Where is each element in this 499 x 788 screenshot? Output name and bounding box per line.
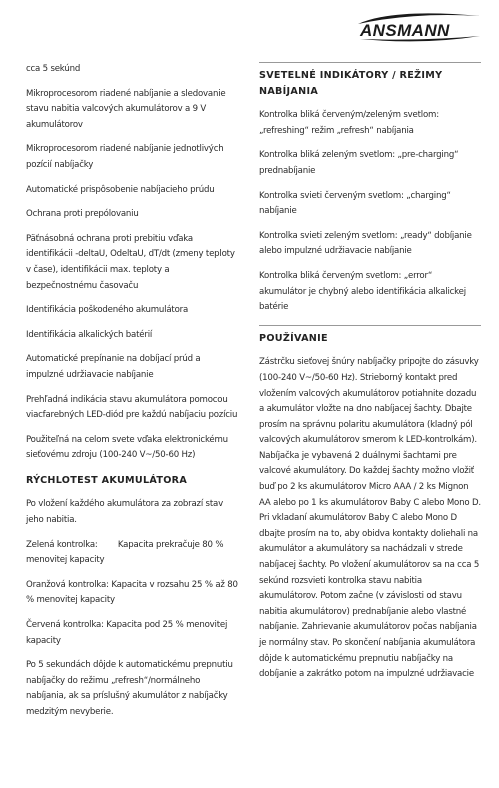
feature-item: cca 5 sekúnd: [26, 64, 81, 74]
feature-item: Prehľadná indikácia stavu akumulátora pomocou viacfarebných LED-diód pre každú nabíjaciu pozíciu: [26, 394, 238, 421]
usage-heading: POUŽÍVANIE: [259, 332, 328, 344]
logo-text: ANSMANN: [360, 21, 450, 40]
ansmann-logo: [354, 10, 484, 44]
quicktest-paragraph: Po vložení každého akumulátora za zobrazí stav jeho nabitia.: [26, 499, 223, 526]
feature-item: Identifikácia alkalických batérií: [26, 329, 153, 340]
feature-item: Automatické prispôsobenie nabíjacieho prúdu: [26, 184, 215, 195]
indicator-item: Kontrolka bliká zeleným svetlom: „pre-charging“ prednabíjanie: [259, 150, 459, 176]
feature-item: Päťnásobná ochrana proti prebitiu vďaka identifikácii -deltaU, OdeltaU, dT/dt (zmeny teploty v čase), identifikácii max. teploty a bezpečnostnému časovaču: [26, 233, 235, 291]
indicator-item: Kontrolka svieti zeleným svetlom: „ready“ dobíjanie alebo impulzné udržiavacie nabíjanie: [259, 230, 472, 257]
feature-item: Automatické prepínanie na dobíjací prúd a impulzné udržiavacie nabíjanie: [26, 354, 201, 380]
indicator-item: Kontrolka bliká červeným svetlom: „error“ akumulátor je chybný alebo identifikácia alkalickej batérie: [259, 270, 466, 313]
feature-item: Mikroprocesorom riadené nabíjanie jednotlivých pozícií nabíjačky: [26, 144, 224, 170]
feature-item: Použiteľná na celom svete vďaka elektronickému sieťovému zdroju (100-240 V~/50-60 Hz): [26, 434, 228, 461]
right-column: [259, 62, 481, 692]
usage-text: Zástrčku sieťovej šnúry nabíjačky pripojte do zásuvky (100-240 V~/50-60 Hz). Strieborný kontakt pred vložením valcových akumulátorov potiahnite dozadu a akumulátor vložte na dno nabíjacej šachty. Dbajte prosím na správnu polaritu akumulátora (kladný pól valcových akumulátorov smerom k LED-kontrolkám). Nabíjačka je vybavená 2 duálnymi šachtami pre valcové akumulátory. Do každej šachty možno vložiť buď po 2 ks akumulátorov Micro AAA / 2 ks Mignon AA alebo po 1 ks akumulátorov Baby C alebo Mono D. Pri vkladaní akumulátorov Baby C alebo Mono D dbajte prosím na to, aby obidva kontakty doliehali na akumulátor a akumulátory sa nachádzali v strede nabíjacej šachty. Po vložení akumulátorov sa na cca 5 sekúnd rozsvieti kontrolka stavu nabitia akumulátorov. Potom začne (v závislosti od stavu nabitia akumulátorov) prednabíjanie alebo vlastné nabíjanie. Zahrievanie akumulátorov počas nabíjania je normálny stav. Po skončení nabíjania akumulátora dôjde k automatickému prepnutiu nabíjačky na dobíjanie a zakrátko potom na impulzné udržiavacie: [259, 357, 481, 680]
left-column: [26, 62, 238, 730]
quicktest-red: Červená kontrolka: Kapacita pod 25 % menovitej kapacity: [26, 620, 228, 646]
indicators-heading: SVETELNÉ INDIKÁTORY / REŽIMY NABÍJANIA: [259, 70, 443, 97]
indicator-item: Kontrolka bliká červeným/zeleným svetlom: „refreshing“ režim „refresh“ nabíjania: [259, 110, 439, 136]
section-divider: [259, 325, 481, 326]
feature-item: Identifikácia poškodeného akumulátora: [26, 305, 189, 316]
quicktest-heading: RÝCHLOTEST AKUMULÁTORA: [26, 474, 188, 486]
feature-item: Ochrana proti prepólovaniu: [26, 209, 139, 220]
indicator-item: Kontrolka svieti červeným svetlom: „charging“ nabíjanie: [259, 190, 451, 217]
quicktest-green: Zelená kontrolka: Kapacita prekračuje 80 % menovitej kapacity: [26, 539, 226, 566]
section-divider: [259, 62, 481, 63]
feature-item: Mikroprocesorom riadené nabíjanie a sledovanie stavu nabitia valcových akumulátorov a 9 V akumulátorov: [26, 88, 226, 130]
quicktest-orange: Oranžová kontrolka: Kapacita v rozsahu 25 % až 80 % menovitej kapacity: [26, 579, 238, 606]
quicktest-paragraph: Po 5 sekundách dôjde k automatickému prepnutiu nabíjačky do režimu „refresh“/normálneho nabíjania, ak sa príslušný akumulátor z nabíjačky medzitým nevyberie.: [26, 660, 233, 717]
